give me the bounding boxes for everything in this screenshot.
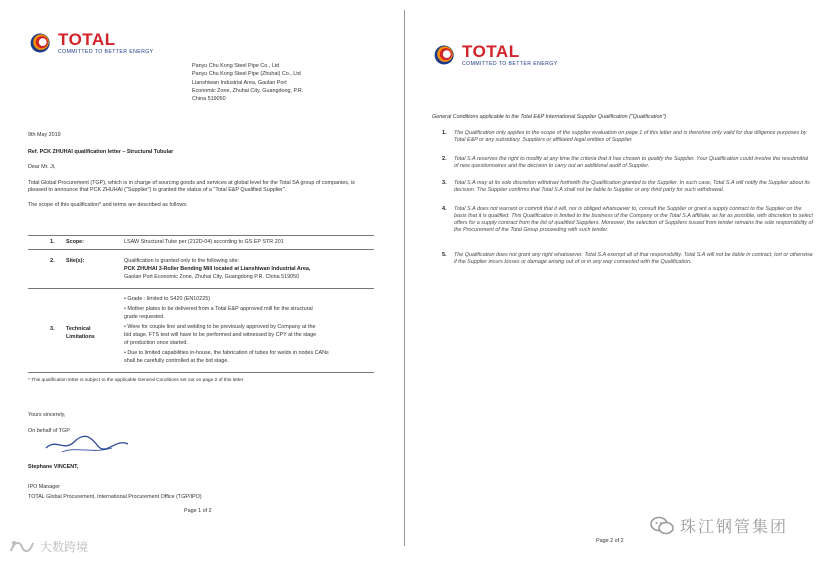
scope-label: Scope: bbox=[66, 239, 84, 245]
letter-page-2 bbox=[412, 6, 826, 552]
site-line: Gaolan Port Economic Zone, Zhuhai City, Guangdong P.R. China 519050 bbox=[124, 274, 300, 280]
tech-line: of production once started. bbox=[124, 340, 188, 346]
tech-line: • Grade : limited to S420 (EN10225) bbox=[124, 296, 211, 302]
on-behalf: On behalf of TGP bbox=[28, 428, 70, 434]
tech-label-2: Limitations bbox=[66, 334, 95, 340]
brand-mark-icon bbox=[8, 539, 36, 555]
wechat-icon bbox=[650, 516, 674, 536]
tech-line: grade requested. bbox=[124, 314, 165, 320]
letter-intro-2: The scope of this qualification* and terms are described as follows: bbox=[28, 202, 188, 208]
total-logo bbox=[28, 30, 154, 56]
condition-num: 1. bbox=[442, 130, 447, 136]
watermark-bottom-right bbox=[650, 514, 788, 537]
condition-num: 5. bbox=[442, 252, 447, 258]
watermark-bottom-left bbox=[8, 538, 88, 555]
footnote: * This qualification letter is subject to the applicable General Conditions set out on page 2 of this letter bbox=[28, 378, 244, 383]
closing: Yours sincerely, bbox=[28, 412, 66, 418]
total-logo-icon bbox=[28, 30, 54, 56]
condition-text: The Qualification does not grant any right whatsoever. Total S.A exempt all of that responsibility. Total S.A will not be liable in contract, tort or otherwise if the Supplier incurs losses or damage arising out of or in any way connected with the Qualification. bbox=[454, 252, 813, 265]
logo-word: TOTAL bbox=[462, 42, 520, 61]
scope-num: 1. bbox=[50, 239, 55, 245]
tech-line: • Due to limited capabilities in-house, the fabrication of tubes for welds in nodes CANs bbox=[124, 350, 329, 356]
site-label: Site(s): bbox=[66, 258, 85, 264]
condition-num: 3. bbox=[442, 180, 447, 186]
signer-name: Stephane VINCENT, bbox=[28, 464, 79, 470]
address-line: China 519050 bbox=[192, 96, 226, 102]
table-rule bbox=[28, 249, 374, 250]
table-rule bbox=[28, 235, 374, 236]
tech-line: shall be carefully controlled at the bid stage. bbox=[124, 358, 229, 364]
letter-intro: Total Global Procurement (TGP), which is in charge of sourcing goods and services at global level for the Total SA group of companies, is pleased to announce that PCK ZHUHAI ("Supplier") is granted the status of a "Total E&P Qualified Supplier". bbox=[28, 180, 355, 193]
address-line: Panyu Chu Kong Steel Pipe (Zhuhai) Co., Ltd bbox=[192, 71, 301, 77]
watermark-text: 大数跨境 bbox=[40, 540, 89, 554]
conditions-header: General Conditions applicable to the Total E&P International Supplier Qualification ("Qualification") bbox=[432, 114, 667, 120]
logo-tagline: COMMITTED TO BETTER ENERGY bbox=[58, 49, 154, 55]
site-line: PCK ZHUHAI 3-Roller Bending Mill located at Lianshiwan Industrial Area, bbox=[124, 266, 311, 272]
logo-word: TOTAL bbox=[58, 30, 116, 49]
tech-num: 3. bbox=[50, 326, 55, 332]
tech-line: • Mother plates to be delivered from a Total E&P approved mill for the structural bbox=[124, 306, 313, 312]
address-line: Economic Zone, Zhuhai City, Guangdong, P.R. bbox=[192, 88, 304, 94]
address-line: Lianshiwan Industrial Area, Gaolan Port bbox=[192, 80, 287, 86]
condition-text: The Qualification only applies to the scope of the supplier evaluation on page 1 of this letter and is therefore only valid for due diligence purposes by Total E&P or any subsidiary. Suppliers or affiliated legal entities of Supplier. bbox=[454, 130, 807, 143]
watermark-text: 珠江钢管集团 bbox=[680, 517, 789, 536]
scope-value: LSAW Structural Tube per (212D-04) according to GS EP STR 201 bbox=[124, 239, 284, 245]
site-line: Qualification is granted only to the following site: bbox=[124, 258, 240, 264]
letter-ref: Ref. PCK ZHUHAI qualification letter – Structural Tubular bbox=[28, 149, 174, 155]
condition-text: Total S.A may at its sole discretion withdraw forthwith the Qualification granted to the Supplier. In such case, Total S.A will notify the Supplier about its decision. The Supplier confirms that Total S.A shall not be liable to Supplier or any third party for such withdrawal. bbox=[454, 180, 810, 193]
signer-org: TOTAL Global Procurement, International Procurement Office (TGP/IPO) bbox=[28, 494, 202, 500]
letter-page-1 bbox=[6, 4, 398, 552]
condition-num: 4. bbox=[442, 206, 447, 212]
page-number: Page 1 of 2 bbox=[184, 508, 212, 514]
tech-line: bid stage. FTS test will have to be performed and witnessed by CPY at the stage bbox=[124, 332, 317, 338]
condition-text: Total S.A does not warrant or commit that it will, nor is obliged whatsoever to, consult the Supplier or grant a supply contract to the Supplier on the basis that it is qualified. This Qualification is limited to the business of the Company or the Total S.A affiliate, as far as possible, with discretion to select offers for a supply contract from the list of qualified Suppliers. Moreover, the selection of Suppliers issued from tender remains the sole responsibility of the Procurement of the Total Group proceeding with such tender. bbox=[454, 206, 813, 233]
condition-num: 2. bbox=[442, 156, 447, 162]
site-num: 2. bbox=[50, 258, 55, 264]
tech-label: Technical bbox=[66, 326, 91, 332]
tech-line: • Were for couple line and welding to be previously approved by Company at the bbox=[124, 324, 316, 330]
signature-image bbox=[42, 428, 142, 458]
page-number: Page 2 of 2 bbox=[596, 538, 624, 544]
letter-greeting: Dear Mr. Ji, bbox=[28, 164, 56, 170]
page-divider bbox=[404, 10, 405, 546]
table-rule bbox=[28, 372, 374, 373]
signer-role: IPO Manager bbox=[28, 484, 61, 490]
condition-text: Total S.A reserves the right to modify at any time the criteria that it has chosen to qualify the Supplier. Your Qualification could involve the resubmittal of new questionnaires and the decision to carry out an additional audit of Supplier. bbox=[454, 156, 809, 169]
logo-tagline: COMMITTED TO BETTER ENERGY bbox=[462, 61, 558, 67]
total-logo-icon bbox=[432, 42, 458, 68]
address-line: Panyu Chu Kong Steel Pipe Co., Ltd bbox=[192, 63, 280, 69]
letter-date: 9th May 2019 bbox=[28, 132, 61, 138]
table-rule bbox=[28, 288, 374, 289]
total-logo bbox=[432, 42, 558, 68]
